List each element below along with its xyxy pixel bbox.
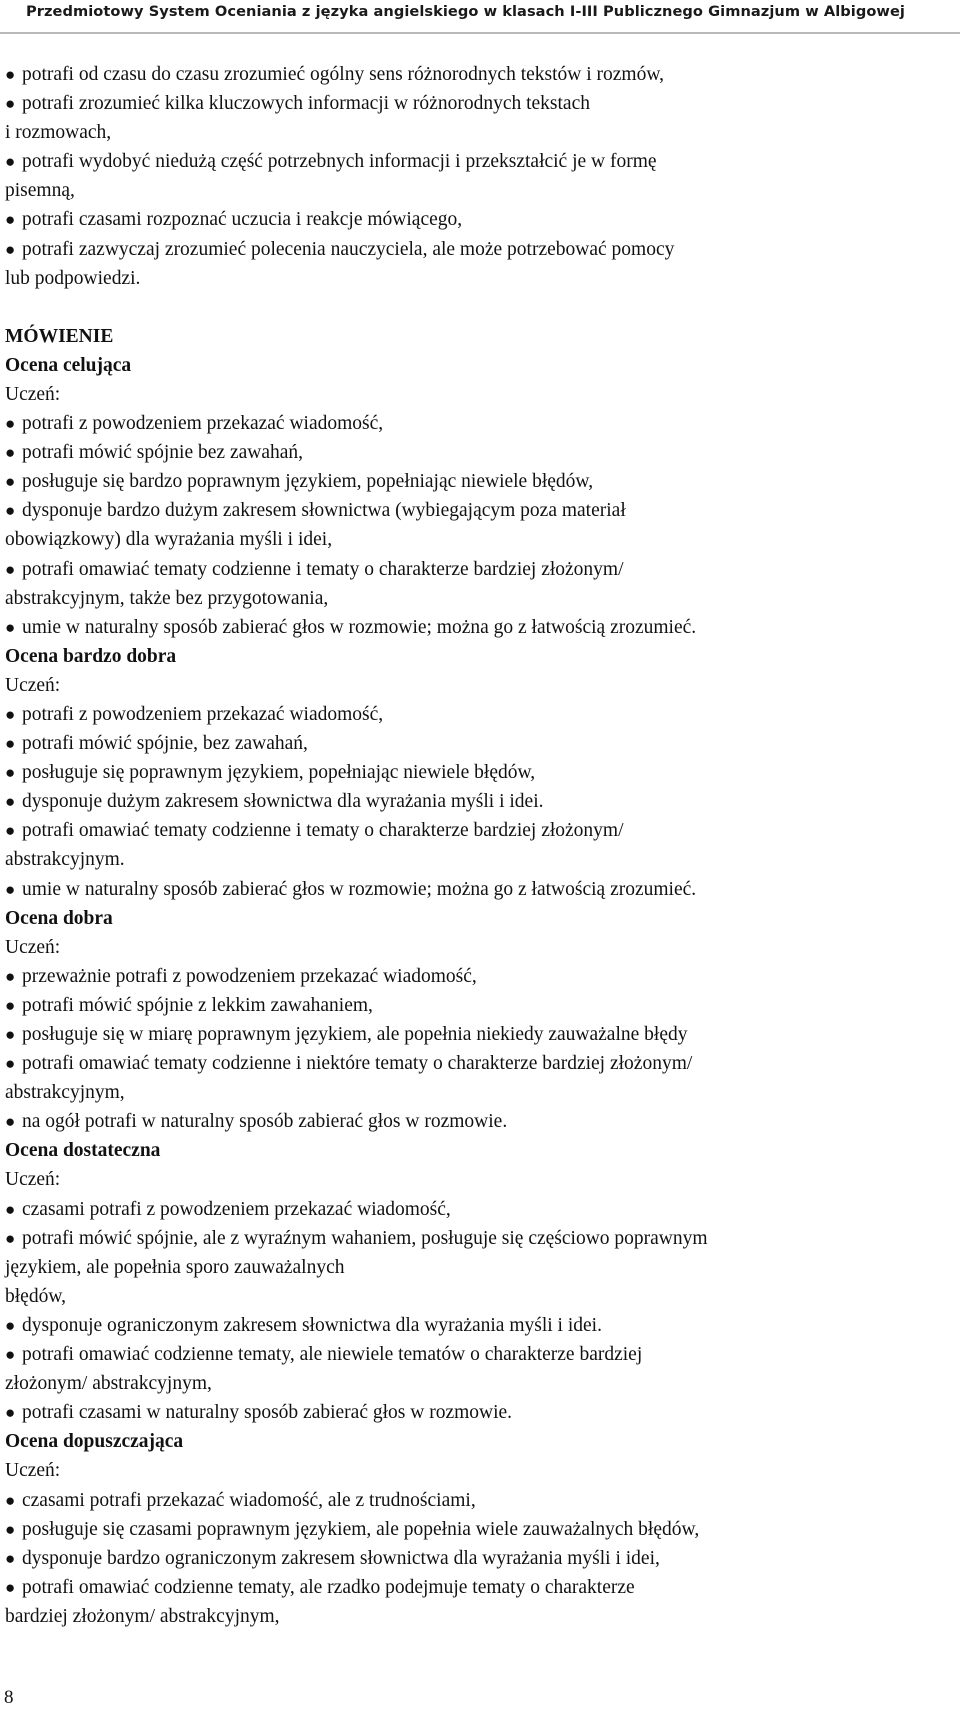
- list-item-continuation: błędów,: [5, 1285, 67, 1307]
- bullet-icon: ●: [5, 239, 16, 259]
- grade-heading: Ocena bardzo dobra: [5, 645, 177, 667]
- bullet-icon: ●: [5, 1345, 16, 1365]
- list-item: ● posługuje się bardzo poprawnym językiem, popełniając niewiele błędów,: [5, 467, 955, 496]
- list-item: ● potrafi mówić spójnie, bez zawahań,: [5, 729, 955, 758]
- bullet-icon: ●: [5, 1228, 16, 1248]
- list-item: ● dysponuje bardzo dużym zakresem słownictwa (wybiegającym poza materiał: [5, 496, 955, 525]
- list-item-continuation: złożonym/ abstrakcyjnym,: [5, 1373, 212, 1395]
- bullet-icon: ●: [5, 1199, 16, 1219]
- student-label: Uczeń:: [5, 1460, 61, 1482]
- bullet-icon: ●: [5, 1403, 16, 1423]
- list-item: ● posługuje się poprawnym językiem, popełniając niewiele błędów,: [5, 758, 955, 787]
- list-item: ● potrafi wydobyć niedużą część potrzebnych informacji i przekształcić je w formę: [5, 147, 955, 176]
- bullet-icon: ●: [5, 443, 16, 463]
- bullet-icon: ●: [5, 995, 16, 1015]
- list-item: ● potrafi omawiać codzienne tematy, ale rzadko podejmuje tematy o charakterze: [5, 1573, 955, 1602]
- grade-heading: Ocena celująca: [5, 354, 132, 376]
- list-item-continuation: abstrakcyjnym, także bez przygotowania,: [5, 587, 329, 609]
- list-item: ● potrafi omawiać tematy codzienne i tematy o charakterze bardziej złożonym/: [5, 816, 955, 845]
- bullet-icon: ●: [5, 1025, 16, 1044]
- bullet-icon: ●: [5, 1054, 16, 1074]
- student-label: Uczeń:: [5, 936, 61, 958]
- bullet-icon: ●: [5, 1112, 16, 1132]
- list-item: ● potrafi omawiać tematy codzienne i tematy o charakterze bardziej złożonym/: [5, 555, 955, 584]
- bullet-icon: ●: [5, 414, 16, 434]
- bullet-icon: ●: [5, 1519, 16, 1539]
- list-item-continuation: abstrakcyjnym,: [5, 1082, 125, 1104]
- list-item: ● potrafi omawiać tematy codzienne i niektóre tematy o charakterze bardziej złożonym/: [5, 1049, 955, 1078]
- list-item: ● potrafi czasami w naturalny sposób zabierać głos w rozmowie.: [5, 1398, 955, 1427]
- grade-heading: Ocena dobra: [5, 907, 113, 929]
- section-spacer: [5, 293, 955, 322]
- bullet-icon: ●: [5, 734, 16, 754]
- bullet-icon: ●: [5, 1315, 16, 1335]
- list-item: ● przeważnie potrafi z powodzeniem przekazać wiadomość,: [5, 962, 955, 991]
- bullet-icon: ●: [5, 821, 16, 841]
- bullet-icon: ●: [5, 763, 16, 783]
- student-label: Uczeń:: [5, 1169, 61, 1191]
- list-item: ● dysponuje dużym zakresem słownictwa dla wyrażania myśli i idei.: [5, 787, 955, 816]
- bullet-icon: ●: [5, 65, 16, 84]
- bullet-icon: ●: [5, 1490, 16, 1510]
- list-item: ● umie w naturalny sposób zabierać głos w rozmowie; można go z łatwością zrozumieć.: [5, 875, 955, 904]
- running-header: Przedmiotowy System Oceniania z języka angielskiego w klasach I-III Publicznego Gimnazjum w Albigowej: [26, 3, 905, 20]
- list-item: ● dysponuje ograniczonym zakresem słownictwa dla wyrażania myśli i idei.: [5, 1311, 955, 1340]
- header-divider: [0, 32, 960, 34]
- list-item-continuation: i rozmowach,: [5, 122, 112, 144]
- list-item: ● posługuje się czasami poprawnym językiem, ale popełnia wiele zauważalnych błędów,: [5, 1515, 955, 1544]
- list-item: ● potrafi od czasu do czasu zrozumieć ogólny sens różnorodnych tekstów i rozmów,: [5, 60, 955, 89]
- list-item-continuation: obowiązkowy) dla wyrażania myśli i idei,: [5, 529, 333, 551]
- bullet-icon: ●: [5, 94, 16, 114]
- list-item: ● potrafi mówić spójnie bez zawahań,: [5, 438, 955, 467]
- list-item-continuation: językiem, ale popełnia sporo zauważalnych: [5, 1256, 345, 1278]
- bullet-icon: ●: [5, 559, 16, 579]
- bullet-icon: ●: [5, 210, 16, 230]
- bullet-icon: ●: [5, 966, 16, 986]
- list-item-continuation: lub podpowiedzi.: [5, 267, 141, 289]
- list-item: ● czasami potrafi z powodzeniem przekazać wiadomość,: [5, 1195, 955, 1224]
- list-item: ● umie w naturalny sposób zabierać głos w rozmowie; można go z łatwością zrozumieć.: [5, 613, 955, 642]
- list-item: ● potrafi z powodzeniem przekazać wiadomość,: [5, 700, 955, 729]
- list-item: ● potrafi omawiać codzienne tematy, ale niewiele tematów o charakterze bardziej: [5, 1340, 955, 1369]
- bullet-icon: ●: [5, 472, 16, 492]
- grade-heading: Ocena dopuszczająca: [5, 1431, 184, 1453]
- list-item: ● na ogół potrafi w naturalny sposób zabierać głos w rozmowie.: [5, 1107, 955, 1136]
- section-title: MÓWIENIE: [5, 325, 114, 347]
- list-item: ● czasami potrafi przekazać wiadomość, ale z trudnościami,: [5, 1486, 955, 1515]
- grade-heading: Ocena dostateczna: [5, 1140, 161, 1162]
- list-item: ● potrafi zrozumieć kilka kluczowych informacji w różnorodnych tekstach: [5, 89, 955, 118]
- list-item-continuation: pisemną,: [5, 180, 75, 202]
- bullet-icon: ●: [5, 704, 16, 724]
- bullet-icon: ●: [5, 1548, 16, 1568]
- bullet-icon: ●: [5, 152, 16, 172]
- document-body: [5, 60, 955, 1631]
- list-item: ● potrafi mówić spójnie, ale z wyraźnym wahaniem, posługuje się częściowo poprawnym: [5, 1224, 955, 1253]
- list-item-continuation: bardziej złożonym/ abstrakcyjnym,: [5, 1605, 280, 1627]
- page-number: 8: [4, 1687, 14, 1708]
- student-label: Uczeń:: [5, 383, 61, 405]
- list-item-continuation: abstrakcyjnym.: [5, 849, 125, 871]
- list-item: ● posługuje się w miarę poprawnym językiem, ale popełnia niekiedy zauważalne błędy: [5, 1020, 955, 1049]
- list-item: ● potrafi zazwyczaj zrozumieć polecenia nauczyciela, ale może potrzebować pomocy: [5, 235, 955, 264]
- bullet-icon: ●: [5, 792, 16, 812]
- bullet-icon: ●: [5, 617, 16, 637]
- list-item: ● potrafi z powodzeniem przekazać wiadomość,: [5, 409, 955, 438]
- student-label: Uczeń:: [5, 674, 61, 696]
- bullet-icon: ●: [5, 501, 16, 521]
- bullet-icon: ●: [5, 879, 16, 899]
- list-item: ● potrafi mówić spójnie z lekkim zawahaniem,: [5, 991, 955, 1020]
- list-item: ● dysponuje bardzo ograniczonym zakresem słownictwa dla wyrażania myśli i idei,: [5, 1544, 955, 1573]
- bullet-icon: ●: [5, 1577, 16, 1597]
- list-item: ● potrafi czasami rozpoznać uczucia i reakcje mówiącego,: [5, 205, 955, 234]
